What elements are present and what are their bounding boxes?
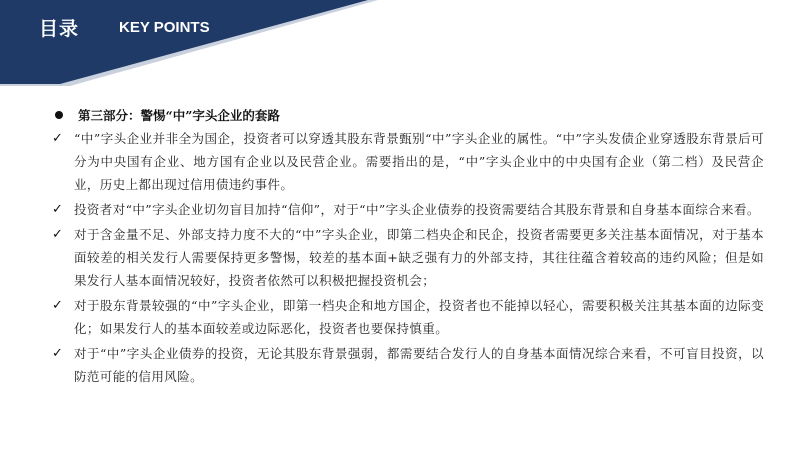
checkmark-icon: ✓ bbox=[52, 202, 64, 217]
list-item bbox=[52, 127, 764, 196]
list-item bbox=[52, 223, 764, 292]
list-item-text: “中”字头企业并非全为国企，投资者可以穿透其股东背景甄别“中”字头企业的属性。“中”字头发债企业穿透股东背景后可分为中央国有企业、地方国有企业以及民营企业。需要指出的是，“中”字头企业中的中央国有企业（第二档）及民营企业，历史上都出现过信用债违约事件。 bbox=[74, 131, 764, 192]
list-item bbox=[52, 342, 764, 388]
content-area bbox=[52, 105, 764, 390]
header-band bbox=[0, 0, 800, 86]
checkmark-icon: ✓ bbox=[52, 298, 64, 313]
checkmark-icon: ✓ bbox=[52, 346, 64, 361]
header-title: 目录 bbox=[39, 18, 80, 40]
section-heading-text: 第三部分：警惕“中”字头企业的套路 bbox=[78, 108, 280, 123]
list-item bbox=[52, 198, 764, 221]
bullet-dot-icon bbox=[55, 111, 63, 119]
list-item-text: 对于含金量不足、外部支持力度不大的“中”字头企业，即第二档央企和民企，投资者需要更多关注基本面情况，对于基本面较差的相关发行人需要保持更多警惕，较差的基本面+缺乏强有力的外部支持，其往往蕴含着较高的违约风险；但是如果发行人基本面情况较好，投资者依然可以积极把握投资机会； bbox=[74, 227, 764, 288]
list-item-text: 对于“中”字头企业债券的投资，无论其股东背景强弱，都需要结合发行人的自身基本面情况综合来看，不可盲目投资，以防范可能的信用风险。 bbox=[74, 346, 764, 384]
checkmark-icon: ✓ bbox=[52, 227, 64, 242]
list-item-text: 对于股东背景较强的“中”字头企业，即第一档央企和地方国企，投资者也不能掉以轻心，需要积极关注其基本面的边际变化；如果发行人的基本面较差或边际恶化，投资者也要保持慎重。 bbox=[74, 298, 764, 336]
list-item-text: 投资者对“中”字头企业切勿盲目加持“信仰”，对于“中”字头企业债券的投资需要结合其股东背景和自身基本面综合来看。 bbox=[74, 202, 760, 217]
header-dark-band bbox=[0, 0, 368, 84]
section-heading bbox=[52, 105, 764, 125]
list-item bbox=[52, 294, 764, 340]
header-subtitle: KEY POINTS bbox=[119, 19, 210, 36]
checkmark-icon: ✓ bbox=[52, 131, 64, 146]
